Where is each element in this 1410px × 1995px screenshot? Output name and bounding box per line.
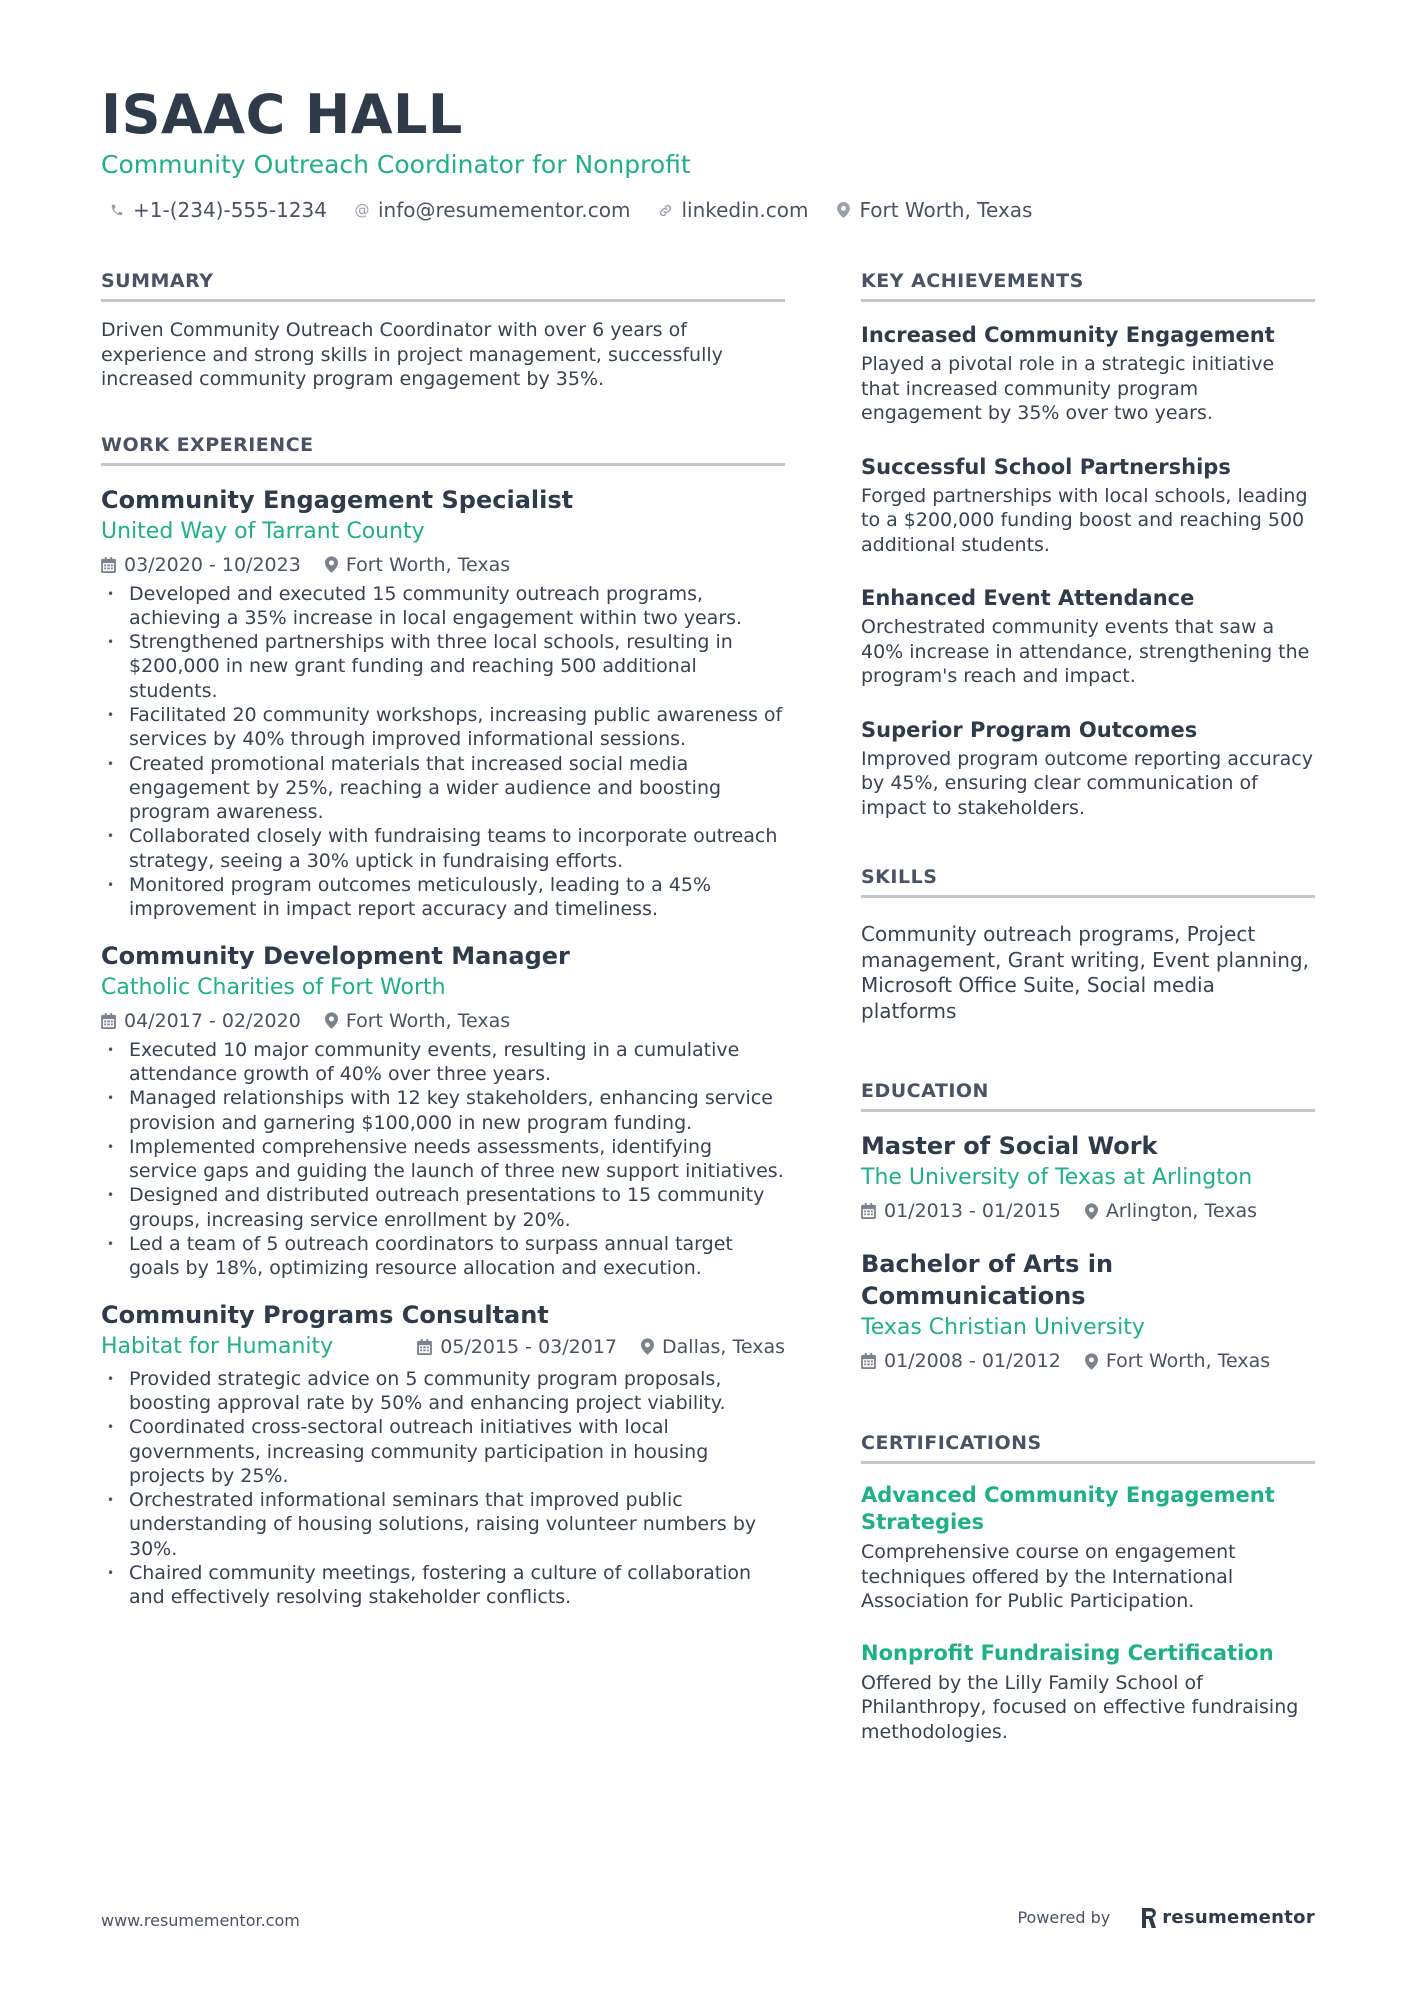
- at-icon: @: [354, 201, 370, 219]
- location-pin-icon: [834, 201, 852, 219]
- job-title: Community Programs Consultant: [101, 1300, 549, 1329]
- job-location-text: Dallas, Texas: [662, 1335, 785, 1358]
- section-title-summary: SUMMARY: [101, 268, 785, 302]
- job-entry: [101, 1299, 785, 1610]
- job-company-row: [101, 1331, 785, 1363]
- job-bullet: • Created promotional materials that increased social media engagement by 25%, reaching a wider audience and boosting program awareness.: [101, 752, 785, 825]
- left-column: [101, 268, 785, 1610]
- section-title-experience: WORK EXPERIENCE: [101, 432, 785, 466]
- link-icon: [656, 201, 674, 219]
- location-pin-icon: [641, 1338, 654, 1355]
- section-title-education: EDUCATION: [861, 1078, 1315, 1112]
- job-location-text: Fort Worth, Texas: [345, 553, 511, 576]
- resumementor-logo-icon: [1142, 1908, 1156, 1928]
- job-bullet: • Monitored program outcomes meticulously, leading to a 45% improvement in impact report accuracy and timeliness.: [101, 873, 785, 922]
- achievement-item: [861, 452, 1315, 558]
- job-location-text: Fort Worth, Texas: [345, 1009, 511, 1032]
- powered-by-label: Powered by: [1017, 1908, 1111, 1927]
- job-bullet: • Chaired community meetings, fostering a culture of collaboration and effectively resolving stakeholder conflicts.: [101, 1561, 785, 1610]
- job-bullet: • Designed and distributed outreach presentations to 15 community groups, increasing service enrollment by 20%.: [101, 1183, 785, 1232]
- calendar-icon: [101, 557, 116, 573]
- skills-section: [861, 864, 1315, 1024]
- education-school: The University of Texas at Arlington: [861, 1165, 1253, 1190]
- job-bullet: • Coordinated cross-sectoral outreach initiatives with local governments, increasing community participation in housing projects by 25%.: [101, 1415, 785, 1488]
- achievement-item: [861, 320, 1315, 426]
- job-entry: [101, 940, 785, 1281]
- contact-location: [834, 198, 1032, 222]
- job-bullet: • Developed and executed 15 community outreach programs, achieving a 35% increase in local engagement within two years.: [101, 582, 785, 631]
- achievement-text: Played a pivotal role in a strategic initiative that increased community program engagement by 35% over two years.: [861, 353, 1275, 424]
- brand-logo[interactable]: [1142, 1907, 1315, 1928]
- achievement-text: Forged partnerships with local schools, leading to a $200,000 funding boost and reaching 500 additional students.: [861, 484, 1308, 556]
- job-dates-text: 03/2020 - 10/2023: [124, 553, 301, 576]
- email-text: info@resumementor.com: [377, 198, 631, 222]
- job-location: [641, 1334, 785, 1360]
- job-company: United Way of Tarrant County: [101, 518, 425, 544]
- phone-icon: [108, 201, 126, 219]
- education-item: [861, 1130, 1315, 1224]
- candidate-role: Community Outreach Coordinator for Nonprofit: [101, 150, 691, 179]
- location-pin-icon: [325, 556, 338, 573]
- certification-item: [861, 1640, 1315, 1745]
- education-dates: [861, 1348, 1061, 1374]
- achievement-item: [861, 715, 1315, 821]
- achievement-title: Enhanced Event Attendance: [861, 586, 1195, 610]
- job-bullets: [101, 1367, 785, 1610]
- calendar-icon: [861, 1203, 876, 1219]
- contact-phone[interactable]: [108, 198, 327, 222]
- calendar-icon: [417, 1339, 432, 1355]
- job-bullet: • Provided strategic advice on 5 community program proposals, boosting approval rate by 50% and enhancing project viability.: [101, 1367, 785, 1416]
- education-school: Texas Christian University: [861, 1315, 1145, 1340]
- job-dates: [101, 1008, 301, 1034]
- education-section: [861, 1078, 1315, 1374]
- phone-text: +1-(234)-555-1234: [133, 198, 327, 222]
- job-entry: [101, 484, 785, 922]
- job-meta: [101, 1008, 785, 1034]
- job-dates: [101, 552, 301, 578]
- calendar-icon: [861, 1353, 876, 1369]
- linkedin-text: linkedin.com: [681, 198, 809, 222]
- job-title: Community Development Manager: [101, 941, 570, 970]
- job-company: Catholic Charities of Fort Worth: [101, 974, 446, 1000]
- certification-item: [861, 1482, 1315, 1614]
- achievements-section: [861, 268, 1315, 820]
- section-title-skills: SKILLS: [861, 864, 1315, 898]
- job-bullet: • Managed relationships with 12 key stakeholders, enhancing service provision and garnering $100,000 in new program funding.: [101, 1086, 785, 1135]
- footer-website[interactable]: www.resumementor.com: [101, 1911, 300, 1930]
- job-bullets: [101, 582, 785, 922]
- location-pin-icon: [1085, 1203, 1098, 1220]
- section-title-achievements: KEY ACHIEVEMENTS: [861, 268, 1315, 302]
- job-dates-text: 04/2017 - 02/2020: [124, 1009, 301, 1032]
- education-location-text: Arlington, Texas: [1105, 1200, 1257, 1222]
- job-bullet: • Executed 10 major community events, resulting in a cumulative attendance growth of 40% over three years.: [101, 1038, 785, 1087]
- education-dates-text: 01/2013 - 01/2015: [884, 1200, 1061, 1222]
- footer-powered: [1017, 1907, 1315, 1928]
- education-location: [1085, 1348, 1270, 1374]
- education-location-text: Fort Worth, Texas: [1105, 1350, 1271, 1372]
- location-pin-icon: [325, 1012, 338, 1029]
- calendar-icon: [101, 1013, 116, 1029]
- job-location: [325, 1008, 510, 1034]
- job-bullets: [101, 1038, 785, 1281]
- job-bullet: • Implemented comprehensive needs assessments, identifying service gaps and guiding the launch of three new support initiatives.: [101, 1135, 785, 1184]
- achievement-title: Increased Community Engagement: [861, 323, 1275, 347]
- candidate-name: ISAAC HALL: [101, 83, 463, 146]
- certification-text: Offered by the Lilly Family School of Philanthropy, focused on effective fundraising methodologies.: [861, 1671, 1299, 1743]
- job-bullet: • Led a team of 5 outreach coordinators to surpass annual target goals by 18%, optimizing resource allocation and execution.: [101, 1232, 785, 1281]
- skills-text: Community outreach programs, Project management, Grant writing, Event planning, Microsoft Office Suite, Social media platforms: [861, 922, 1309, 1023]
- education-meta: [861, 1348, 1315, 1374]
- education-degree: Master of Social Work: [861, 1132, 1158, 1160]
- job-location: [325, 552, 510, 578]
- job-bullet: • Orchestrated informational seminars that improved public understanding of housing solutions, raising volunteer numbers by 30%.: [101, 1488, 785, 1561]
- contact-email[interactable]: [353, 198, 630, 222]
- job-dates-text: 05/2015 - 03/2017: [440, 1335, 618, 1358]
- job-bullet: • Collaborated closely with fundraising teams to incorporate outreach strategy, seeing a 30% uptick in fundraising efforts.: [101, 824, 785, 873]
- job-meta: [417, 1334, 785, 1360]
- education-item: [861, 1248, 1315, 1374]
- education-meta: [861, 1198, 1315, 1224]
- location-text: Fort Worth, Texas: [859, 198, 1033, 222]
- job-company: Habitat for Humanity: [101, 1333, 334, 1359]
- right-column: [861, 268, 1315, 1744]
- experience-section: [101, 432, 785, 1610]
- education-dates: [861, 1198, 1061, 1224]
- job-title: Community Engagement Specialist: [101, 485, 574, 514]
- contact-bar: [108, 198, 1058, 222]
- certification-title: Nonprofit Fundraising Certification: [861, 1640, 1274, 1665]
- certification-text: Comprehensive course on engagement techniques offered by the International Association for Public Participation.: [861, 1541, 1236, 1612]
- contact-linkedin[interactable]: [656, 198, 808, 222]
- job-bullet: • Strengthened partnerships with three local schools, resulting in $200,000 in new grant funding and reaching 500 additional students.: [101, 630, 785, 703]
- section-title-certifications: CERTIFICATIONS: [861, 1430, 1315, 1464]
- summary-text: Driven Community Outreach Coordinator with over 6 years of experience and strong skills in project management, successfully increased community program engagement by 35%.: [101, 319, 723, 390]
- achievement-title: Superior Program Outcomes: [861, 717, 1198, 742]
- achievement-text: Orchestrated community events that saw a 40% increase in attendance, strengthening the program's reach and impact.: [861, 616, 1310, 687]
- job-meta: [101, 552, 785, 578]
- location-pin-icon: [1085, 1353, 1098, 1370]
- job-dates: [417, 1334, 617, 1360]
- achievement-item: [861, 583, 1315, 689]
- certifications-section: [861, 1430, 1315, 1744]
- education-degree: Bachelor of Arts in Communications: [861, 1250, 1114, 1310]
- achievement-title: Successful School Partnerships: [861, 454, 1231, 479]
- certification-title: Advanced Community Engagement Strategies: [861, 1483, 1275, 1534]
- job-bullet: • Facilitated 20 community workshops, increasing public awareness of services by 40% through improved informational sessions.: [101, 703, 785, 752]
- summary-section: [101, 268, 785, 392]
- education-dates-text: 01/2008 - 01/2012: [884, 1350, 1061, 1372]
- education-location: [1085, 1198, 1257, 1224]
- brand-name: resumementor: [1162, 1907, 1315, 1928]
- achievement-text: Improved program outcome reporting accuracy by 45%, ensuring clear communication of impact to stakeholders.: [861, 747, 1313, 819]
